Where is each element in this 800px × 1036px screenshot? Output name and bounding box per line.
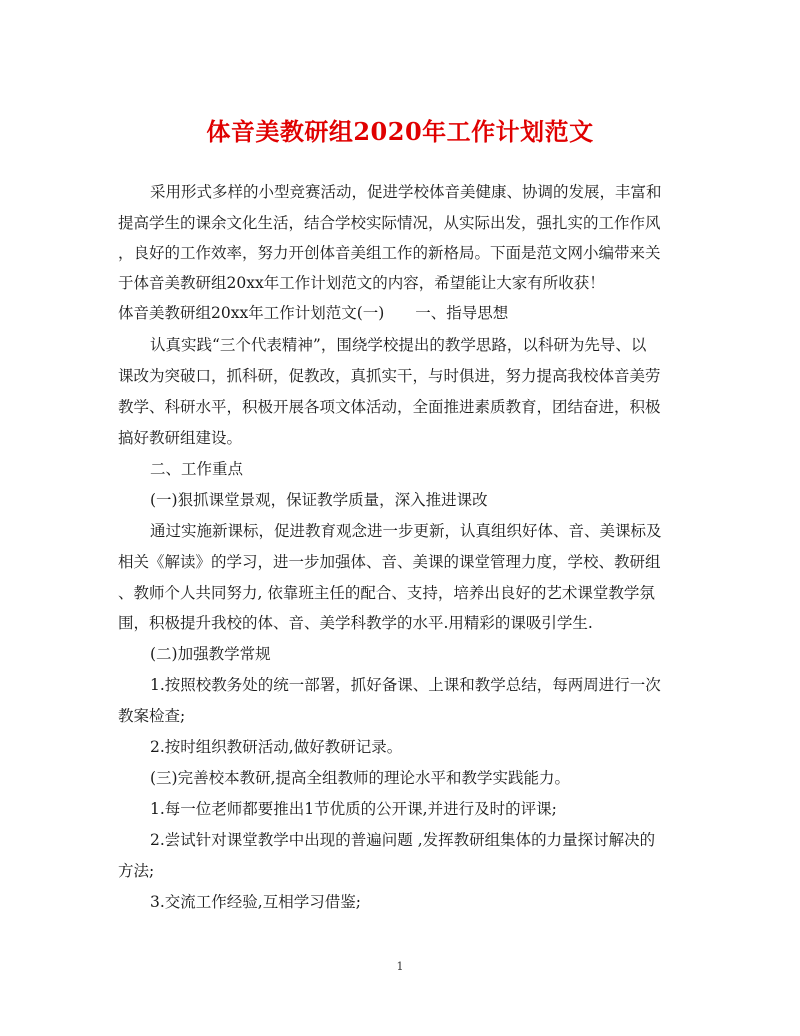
subsection-heading: (三)完善校本教研,提高全组教师的理论水平和教学实践能力。 — [150, 769, 571, 787]
subsection-heading: (一)狠抓课堂景观，保证教学质量，深入推进课改 — [150, 491, 488, 509]
subsection-heading: (二)加强教学常规 — [150, 645, 271, 663]
paragraph-line: 教学、科研水平，积极开展各项文体活动，全面推进素质教育，团结奋进，积极 — [118, 398, 661, 416]
paragraph-line: 搞好教研组建设。 — [118, 429, 243, 447]
list-item: 2.按时组织教研活动,做好教研记录。 — [150, 738, 403, 756]
paragraph-line: 于体音美教研组20xx年工作计划范文的内容，希望能让大家有所收获！ — [118, 274, 605, 292]
paragraph-line: 、教师个人共同努力, 依靠班主任的配合、支持，培养出良好的艺术课堂教学氛 — [118, 584, 655, 602]
paragraph-line: 采用形式多样的小型竞赛活动，促进学校体音美健康、协调的发展，丰富和 — [150, 183, 662, 201]
paragraph-line: ，良好的工作效率，努力开创体音美组工作的新格局。下面是范文网小编带来关 — [118, 244, 661, 262]
document-title: 体音美教研组2020年工作计划范文 — [206, 117, 594, 146]
paragraph-line: 通过实施新课标，促进教育观念进一步更新，认真组织好体、音、美课标及 — [150, 522, 662, 540]
section-heading: 二、工作重点 — [150, 460, 244, 478]
list-item: 1.按照校教务处的统一部署，抓好备课、上课和教学总结，每两周进行一次 — [150, 676, 661, 694]
list-item: 1.每一位老师都要推出1节优质的公开课,并进行及时的评课; — [150, 800, 557, 818]
paragraph-line: 认真实践“三个代表精神”，围绕学校提出的教学思路，以科研为先导、以 — [150, 336, 647, 354]
list-item-continued: 教案检查; — [118, 707, 186, 725]
paragraph-line: 体音美教研组20xx年工作计划范文(一) 一、指导思想 — [118, 304, 509, 322]
list-item: 2.尝试针对课堂教学中出现的普遍问题 ,发挥教研组集体的力量探讨解决的 — [150, 831, 656, 849]
paragraph-line: 相关《解读》的学习，进一步加强体、音、美课的课堂管理力度，学校、教研组 — [118, 553, 661, 571]
paragraph-line: 提高学生的课余文化生活，结合学校实际情况，从实际出发，强扎实的工作作风 — [118, 214, 661, 232]
list-item: 3.交流工作经验,互相学习借鉴; — [150, 893, 361, 911]
page-number: 1 — [396, 960, 404, 973]
list-item-continued: 方法; — [118, 862, 155, 880]
paragraph-line: 围，积极提升我校的体、音、美学科教学的水平.用精彩的课吸引学生. — [118, 614, 593, 632]
paragraph-line: 课改为突破口，抓科研，促教改，真抓实干，与时俱进，努力提高我校体音美劳 — [118, 367, 661, 385]
